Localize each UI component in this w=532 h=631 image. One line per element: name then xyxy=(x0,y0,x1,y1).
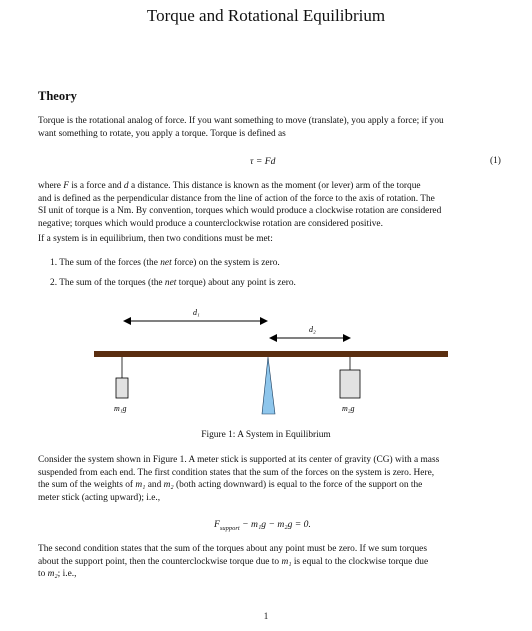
text-line: negative; torques which would produce a counterclockwise rotation are considered positive. xyxy=(38,218,383,229)
paragraph-torque-intro xyxy=(38,115,504,140)
text-line: about the support point, then the counterclockwise torque due to m₁ is equal to the clockwise torque due xyxy=(38,556,429,567)
equation-force-balance: $F_{support} - m_1g - m_2g = 0$. xyxy=(214,519,311,532)
text-line: meter stick (acting upward); i.e., xyxy=(38,492,161,503)
text-line: The second condition states that the sum of the torques about any point must be zero. If we sum torques xyxy=(38,544,427,554)
paragraph-moment-arm xyxy=(38,180,504,230)
list-item-net-torque: 2. The sum of the torques (the net torque) about any point is zero. xyxy=(50,278,296,288)
text-line: SI unit of torque is a Nm. By convention, torques which would produce a clockwise rotation are considered xyxy=(38,206,442,217)
page-number: 1 xyxy=(263,611,269,621)
text-line: Torque is the rotational analog of force. If you want something to move (translate), you apply a force; if you xyxy=(38,116,444,126)
label-m1g: m₁g xyxy=(114,404,127,413)
paragraph-first-condition xyxy=(38,454,504,504)
equation-torque-definition: τ = Fd xyxy=(250,156,276,167)
text-line: suspended from each end. The first condition states that the sum of the forces on the system is zero. Here, xyxy=(38,467,435,478)
mass-m1 xyxy=(116,378,128,398)
meter-stick xyxy=(94,351,448,357)
label-d2: d₂ xyxy=(309,325,316,334)
support-wedge xyxy=(262,357,275,414)
text-line: and is defined as the perpendicular distance from the line of action of the force to the axis of rotation. The xyxy=(38,193,435,204)
section-heading-theory: Theory xyxy=(38,89,77,103)
text-line: the sum of the weights of m₁ and m₂ (both acting downward) is equal to the force of the support on the xyxy=(38,480,423,491)
text-line: where F is a force and d a distance. This distance is known as the moment (or lever) arm of the torque xyxy=(38,181,421,191)
page-title: Torque and Rotational Equilibrium xyxy=(146,6,386,25)
text-line: to m₂; i.e., xyxy=(38,569,77,580)
paragraph-equilibrium-conditions: If a system is in equilibrium, then two conditions must be met: xyxy=(38,234,273,244)
list-item-net-force: 1. The sum of the forces (the net force) on the system is zero. xyxy=(50,258,280,268)
text-line: want something to rotate, you apply a torque. Torque is defined as xyxy=(38,128,286,139)
equation-number: (1) xyxy=(490,156,501,166)
label-d1: d₁ xyxy=(193,308,200,317)
mass-m2 xyxy=(340,370,360,398)
paragraph-second-condition xyxy=(38,543,504,581)
label-m2g: m₂g xyxy=(342,404,355,413)
figure-equilibrium-diagram xyxy=(0,300,532,425)
text-line: Consider the system shown in Figure 1. A meter stick is supported at its center of gravity (CG) with a mass xyxy=(38,455,440,465)
figure-caption: Figure 1: A System in Equilibrium xyxy=(201,430,331,440)
